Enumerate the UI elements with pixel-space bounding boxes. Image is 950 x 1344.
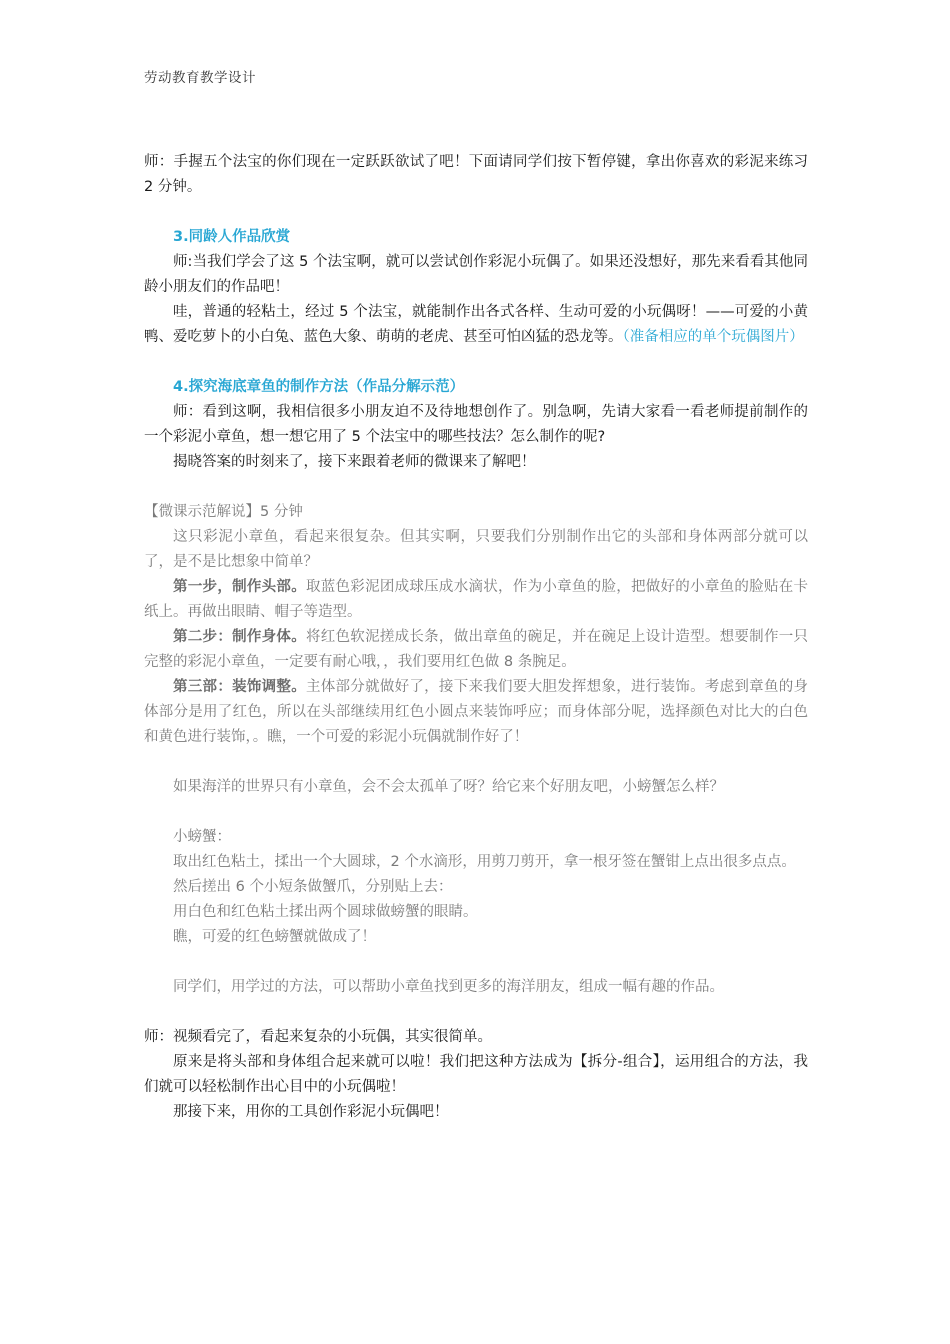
paragraph [144, 300, 808, 350]
step-label: 第三部：装饰调整。 [173, 679, 306, 695]
paragraph: 瞧，可爱的红色螃蟹就做成了！ [173, 929, 376, 945]
paragraph-text: 哇，普通的轻粘土，经过 5 个法宝，就能制作出各式各样、生动可爱的小玩偶呀！——可爱的小黄鸭、爱吃萝卜的小白兔、蓝色大象、萌萌的老虎、甚至可怕凶猛的恐龙等。 [144, 304, 808, 345]
step-text: 将红色软泥搓成长条，做出章鱼的碗足，并在碗足上设计造型。想要制作一只完整的彩泥小章鱼，一定要有耐心哦，，我们要用红色做 8 条腕足。 [144, 629, 809, 670]
section-3-heading: 3.同龄人作品欣赏 [173, 229, 291, 245]
page-header: 劳动教育教学设计 [144, 70, 256, 86]
step-text: 主体部分就做好了，接下来我们要大胆发挥想象，进行装饰。考虑到章鱼的身体部分是用了红色，所以在头部继续用红色小圆点来装饰呼应；而身体部分呢，选择颜色对比大的白色和黄色进行装饰，。瞧，一个可爱的彩泥小玩偶就制作好了！ [144, 679, 809, 745]
document-body [144, 150, 808, 1125]
step-label: 第二步：制作身体。 [173, 629, 306, 645]
blank-line [144, 200, 808, 225]
step-1 [144, 575, 808, 625]
paragraph: 师：看到这啊，我相信很多小朋友迫不及待地想创作了。别急啊，先请大家看一看老师提前制作的一个彩泥小章鱼，想一想它用了 5 个法宝中的哪些技法？怎么制作的呢? [144, 404, 808, 445]
step-3 [144, 675, 808, 750]
paragraph: 然后搓出 6 个小短条做蟹爪，分别贴上去： [173, 879, 453, 895]
paragraph: 师：手握五个法宝的你们现在一定跃跃欲试了吧！下面请同学们按下暂停键，拿出你喜欢的彩泥来练习 2 分钟。 [144, 154, 808, 195]
teacher-note: （准备相应的单个玩偶图片） [622, 329, 804, 345]
paragraph: 原来是将头部和身体组合起来就可以啦！我们把这种方法成为【拆分-组合】，运用组合的方法，我们就可以轻松制作出心目中的小玩偶啦！ [144, 1054, 808, 1095]
micro-lesson-title: 【微课示范解说】5 分钟 [144, 504, 303, 520]
paragraph: 那接下来，用你的工具创作彩泥小玩偶吧！ [173, 1104, 449, 1120]
paragraph: 如果海洋的世界只有小章鱼，会不会太孤单了呀？给它来个好朋友吧，小螃蟹怎么样？ [173, 779, 724, 795]
blank-line [144, 950, 808, 975]
step-text: 取蓝色彩泥团成球压成水滴状，作为小章鱼的脸，把做好的小章鱼的脸贴在卡纸上。再做出眼睛、帽子等造型。 [144, 579, 809, 620]
blank-line [144, 350, 808, 375]
step-label: 第一步，制作头部。 [173, 579, 306, 595]
paragraph: 取出红色粘土，揉出一个大圆球，2 个水滴形，用剪刀剪开，拿一根牙签在蟹钳上点出很多点点。 [173, 854, 796, 870]
paragraph: 揭晓答案的时刻来了，接下来跟着老师的微课来了解吧！ [173, 454, 536, 470]
blank-line [144, 750, 808, 775]
blank-line [144, 800, 808, 825]
paragraph: 同学们，用学过的方法，可以帮助小章鱼找到更多的海洋朋友，组成一幅有趣的作品。 [173, 979, 724, 995]
crab-title: 小螃蟹： [173, 829, 231, 845]
paragraph: 用白色和红色粘土揉出两个圆球做螃蟹的眼睛。 [173, 904, 478, 920]
blank-line [144, 475, 808, 500]
paragraph: 师:当我们学会了这 5 个法宝啊，就可以尝试创作彩泥小玩偶了。如果还没想好，那先来看看其他同龄小朋友们的作品吧！ [144, 254, 808, 295]
section-4-heading: 4.探究海底章鱼的制作方法（作品分解示范） [173, 379, 465, 395]
blank-line [144, 1000, 808, 1025]
paragraph: 这只彩泥小章鱼，看起来很复杂。但其实啊，只要我们分别制作出它的头部和身体两部分就可以了，是不是比想象中简单？ [144, 529, 808, 570]
step-2 [144, 625, 808, 675]
paragraph: 师：视频看完了，看起来复杂的小玩偶，其实很简单。 [144, 1029, 492, 1045]
